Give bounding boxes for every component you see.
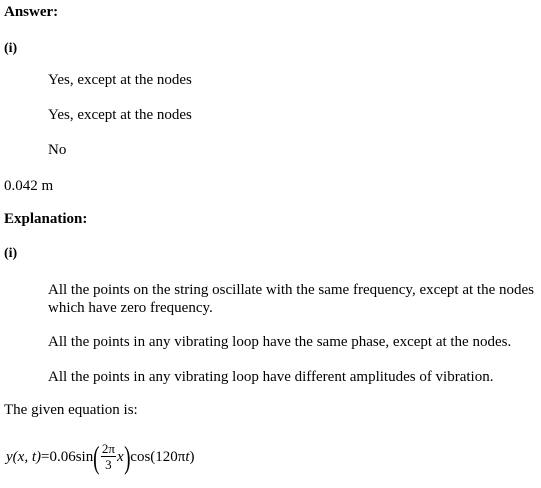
explanation-part-label: (i) [4, 246, 18, 261]
answer-part-label: (i) [4, 41, 18, 56]
wave-equation [6, 433, 195, 481]
eq-lhs-func: y [6, 449, 13, 465]
eq-cos-open: ( [150, 449, 156, 465]
eq-sin: sin [75, 449, 94, 465]
eq-lhs-vars: (x, t) [12, 449, 41, 465]
explanation-line-1: All the points on the string oscillate with the same frequency, except at the nodes which have zero frequency. [48, 282, 534, 316]
answer-value: 0.042 m [4, 178, 54, 194]
eq-close-paren: ) [123, 439, 131, 475]
eq-sin-var: x [116, 449, 124, 465]
answer-line-2: Yes, except at the nodes [48, 107, 192, 123]
explanation-heading: Explanation: [4, 211, 88, 227]
eq-frac-num: 2π [101, 441, 115, 456]
answer-line-1: Yes, except at the nodes [48, 72, 192, 88]
explanation-line-3: All the points in any vibrating loop have different amplitudes of vibration. [48, 369, 494, 385]
eq-amplitude: 0.06 [49, 449, 76, 465]
eq-open-paren: ( [93, 439, 100, 475]
eq-equals: = [41, 449, 50, 465]
eq-frac-den: 3 [105, 457, 112, 472]
explanation-line-2: All the points in any vibrating loop have the same phase, except at the nodes. [48, 334, 512, 350]
answer-line-3: No [48, 142, 67, 158]
eq-cos-coef: 120π [155, 449, 186, 465]
eq-cos: cos [130, 449, 151, 465]
given-intro: The given equation is: [4, 402, 138, 418]
eq-fraction [101, 442, 116, 472]
eq-cos-var: t [185, 449, 190, 465]
answer-heading: Answer: [4, 4, 59, 20]
eq-cos-close: ) [189, 449, 195, 465]
